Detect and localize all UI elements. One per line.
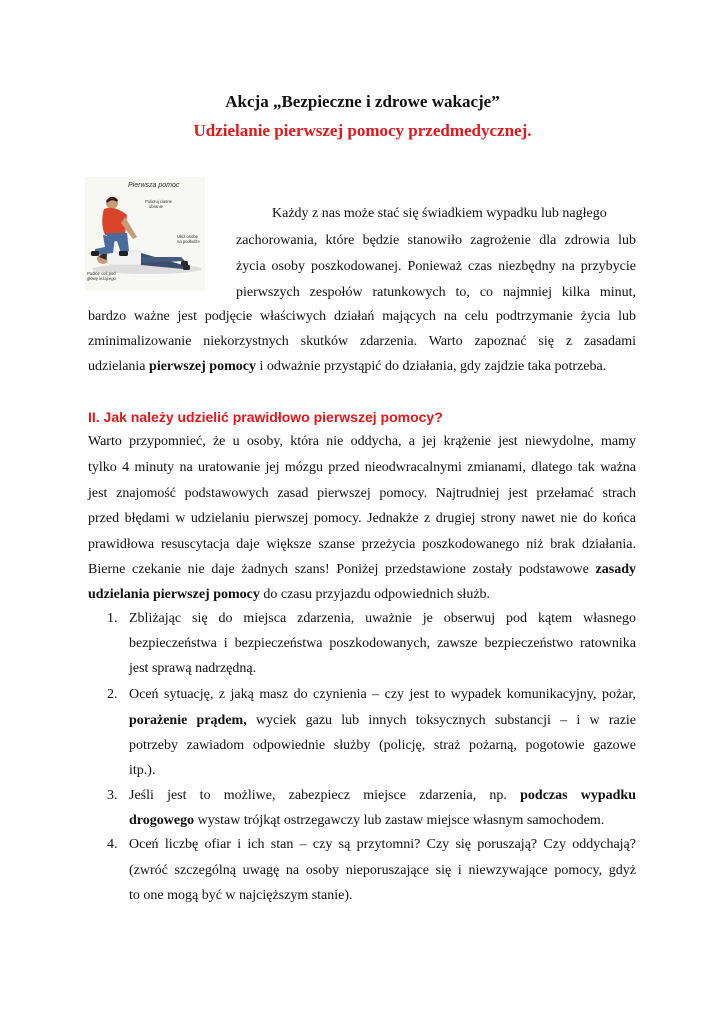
intro-line-1: Każdy z nas może stać się świadkiem wypadku lub nagłego <box>272 206 607 221</box>
list-number-2: 2. <box>107 687 118 702</box>
section-line-3: jest znajomość podstawowych zasad pierwszej pomocy. Najtrudniej jest przełamać strach <box>88 486 636 501</box>
list-item-1-line-1: Zbliżając się do miejsca zdarzenia, uważnie je obserwuj pod kątem własnego <box>129 611 636 626</box>
list-item-4-line-3: to one mogą być w najcięższym stanie). <box>129 888 353 903</box>
label-clothes-2: ubranie <box>149 204 163 209</box>
intro-line-2: zachorowania, które będzie stanowiło zagrożenie dla zdrowia lub <box>236 233 636 248</box>
page-title: Akcja „Bezpieczne i zdrowe wakacje” <box>225 92 500 111</box>
section-line-1: Warto przypomnieć, że u osoby, która nie oddycha, a jej krążenie jest niewydolne, mamy <box>88 434 636 449</box>
list-item-3-line-1 <box>129 787 636 805</box>
intro-line-4: pierwszych zespołów ratunkowych to, co najmniej kilka minut, <box>236 285 636 300</box>
section-line-6-a: Bierne czekanie nie daje żadnych szans! Poniżej przedstawione zostały podstawowe <box>88 562 596 577</box>
section-line-2: tylko 4 minuty na uratowanie jej mózgu przed nieodwracalnymi zmianami, dlatego tak ważna <box>88 460 636 475</box>
section-line-6-bold: zasady <box>595 562 636 577</box>
list-item-2-bold: porażenie prądem, <box>129 713 247 728</box>
list-item-4-line-1: Oceń liczbę ofiar i ich stan – czy są przytomni? Czy się poruszają? Czy oddychają? <box>129 837 636 852</box>
list-item-2-line-2 <box>129 712 636 730</box>
intro-line-7-c: i odważnie przystąpić do działania, gdy zajdzie taka potrzeba. <box>255 359 607 374</box>
list-number-1: 1. <box>107 611 118 626</box>
intro-line-3: życia osoby poszkodowanej. Ponieważ czas niezbędny na przybycie <box>236 259 636 274</box>
list-item-3-line-2-b: wystaw trójkąt ostrzegawczy lub zastaw miejsce własnym samochodem. <box>194 813 605 828</box>
list-item-2-line-4: itp.). <box>129 763 156 778</box>
label-head-1: Podłóż coś pod <box>87 271 116 276</box>
label-legs-1: Ułóż osobę <box>177 234 198 239</box>
page-subtitle: Udzielanie pierwszej pomocy przedmedycznej. <box>193 121 532 140</box>
section-line-4: przed błędami w udzielaniu pierwszej pomocy. Jednakże z drugiej strony nawet nie do końca <box>88 511 636 526</box>
section-line-6 <box>88 561 636 579</box>
list-item-1-line-2: bezpieczeństwa i bezpieczeństwa poszkodowanych, zawsze bezpieczeństwo ratownika <box>129 636 636 651</box>
list-item-1-line-3: jest sprawą nadrzędną. <box>129 661 257 676</box>
section-heading: II. Jak należy udzielić prawidłowo pierwszej pomocy? <box>88 409 443 425</box>
list-item-3-line-1-a: Jeśli jest to możliwe, zabezpiecz miejsce zdarzenia, np. <box>129 788 521 803</box>
first-aid-illustration <box>85 177 205 291</box>
list-item-4-line-2: (zwróć szczególną uwagę na osoby nieporuszające się i niewzywające pomocy, gdyż <box>129 863 636 878</box>
section-line-7-bold: udzielania pierwszej pomocy <box>88 587 260 602</box>
illustration-heading: Pierwsza pomoc <box>128 182 180 189</box>
section-line-7-b: do czasu przyjazdu odpowiednich służb. <box>259 587 491 602</box>
label-legs-2: na podłodze <box>177 239 200 244</box>
list-number-3: 3. <box>107 788 118 803</box>
list-item-3-bold-2: drogowego <box>129 813 195 828</box>
intro-line-7-a: udzielania <box>88 359 150 374</box>
intro-line-6: zminimalizowanie niekorzystnych skutków zdarzenia. Warto zapoznać się z zasadami <box>88 334 636 349</box>
intro-line-5: bardzo ważne jest podjęcie właściwych działań mających na celu podtrzymanie życia lub <box>88 309 636 324</box>
list-item-3-bold-1: podczas wypadku <box>520 788 637 803</box>
list-item-2-line-1: Oceń sytuację, z jaką masz do czynienia – czy jest to wypadek komunikacyjny, pożar, <box>129 687 636 702</box>
section-line-5: prawidłowa resuscytacja daje większe szanse przeżycia poszkodowanego niż brak działania. <box>88 537 636 552</box>
list-item-3-line-2 <box>129 812 604 830</box>
intro-line-7-bold: pierwszej pomocy <box>149 359 256 374</box>
intro-line-7 <box>88 358 606 376</box>
list-number-4: 4. <box>107 837 118 852</box>
list-item-2-line-2-b: wyciek gazu lub innych toksycznych substancji – i w razie <box>246 713 637 728</box>
first-aid-drawing <box>85 177 205 291</box>
section-line-7 <box>88 586 490 604</box>
label-clothes-1: Poluzuj ciasne <box>145 199 173 204</box>
label-head-2: głowę leżącego <box>87 276 116 281</box>
list-item-2-line-3: potrzeby zawiadom odpowiednie służby (policję, straż pożarną, pogotowie gazowe <box>129 738 636 753</box>
